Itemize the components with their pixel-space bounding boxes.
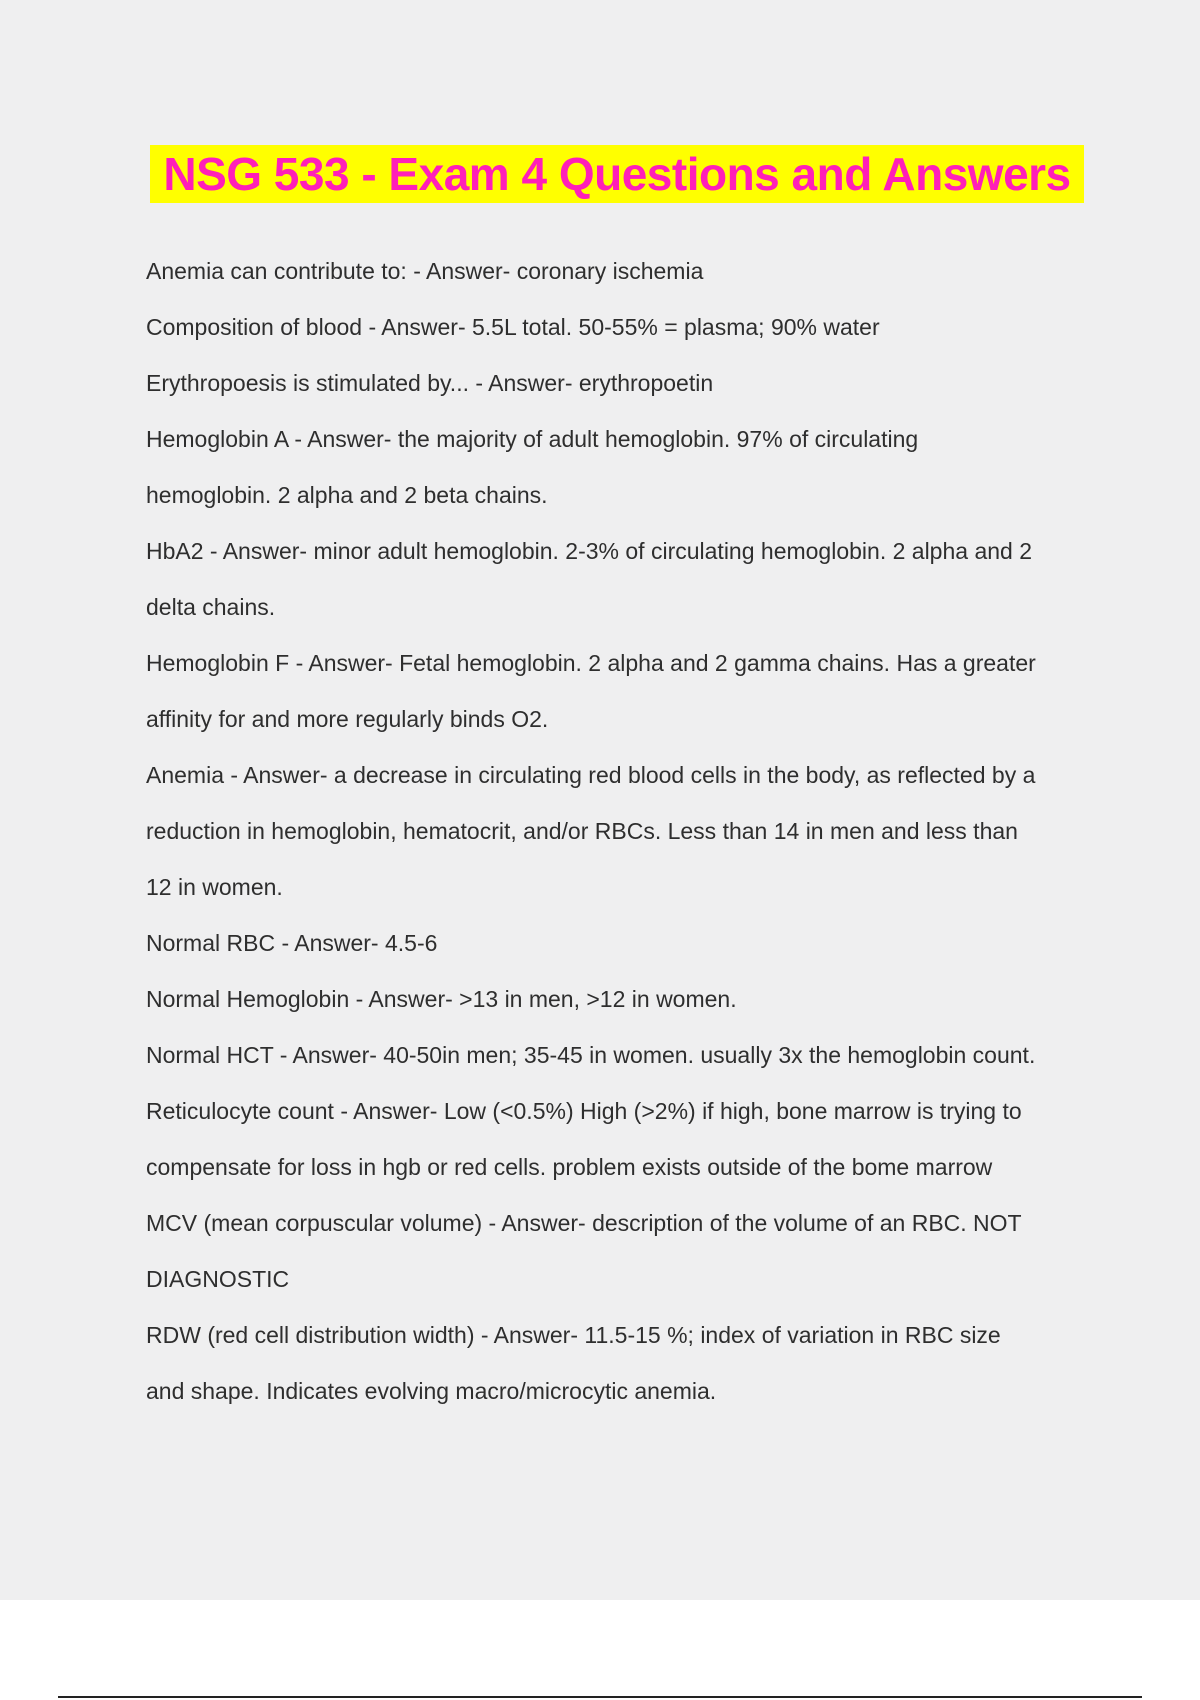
text-line: delta chains. <box>146 594 276 620</box>
text-line: affinity for and more regularly binds O2. <box>146 706 549 732</box>
text-line: Anemia - Answer- a decrease in circulating red blood cells in the body, as reflected by a <box>146 762 1036 788</box>
text-line: 12 in women. <box>146 874 283 900</box>
page-divider <box>58 1696 1142 1698</box>
text-line: DIAGNOSTIC <box>146 1266 290 1292</box>
qa-list <box>146 243 1086 1419</box>
text-line: Normal Hemoglobin - Answer- >13 in men, >12 in women. <box>146 986 737 1012</box>
text-line: MCV (mean corpuscular volume) - Answer- description of the volume of an RBC. NOT <box>146 1210 1022 1236</box>
text-line: Normal HCT - Answer- 40-50in men; 35-45 in women. usually 3x the hemoglobin count. <box>146 1042 1036 1068</box>
text-line: Erythropoesis is stimulated by... - Answer- erythropoetin <box>146 370 714 396</box>
text-line: reduction in hemoglobin, hematocrit, and/or RBCs. Less than 14 in men and less than <box>146 818 1018 844</box>
text-line: Anemia can contribute to: - Answer- coronary ischemia <box>146 258 704 284</box>
text-line: hemoglobin. 2 alpha and 2 beta chains. <box>146 482 548 508</box>
text-line: Normal RBC - Answer- 4.5-6 <box>146 930 438 956</box>
text-line: Hemoglobin A - Answer- the majority of adult hemoglobin. 97% of circulating <box>146 426 919 452</box>
text-line: Hemoglobin F - Answer- Fetal hemoglobin. 2 alpha and 2 gamma chains. Has a greater <box>146 650 1036 676</box>
text-line: RDW (red cell distribution width) - Answer- 11.5-15 %; index of variation in RBC size <box>146 1322 1001 1348</box>
text-line: Composition of blood - Answer- 5.5L total. 50-55% = plasma; 90% water <box>146 314 880 340</box>
text-line: compensate for loss in hgb or red cells. problem exists outside of the bome marrow <box>146 1154 993 1180</box>
document-title: NSG 533 - Exam 4 Questions and Answers <box>163 148 1071 200</box>
text-line: Reticulocyte count - Answer- Low (<0.5%) High (>2%) if high, bone marrow is trying to <box>146 1098 1022 1124</box>
text-line: and shape. Indicates evolving macro/microcytic anemia. <box>146 1378 717 1404</box>
text-line: HbA2 - Answer- minor adult hemoglobin. 2-3% of circulating hemoglobin. 2 alpha and 2 <box>146 538 1033 564</box>
title-highlight <box>150 145 1084 203</box>
